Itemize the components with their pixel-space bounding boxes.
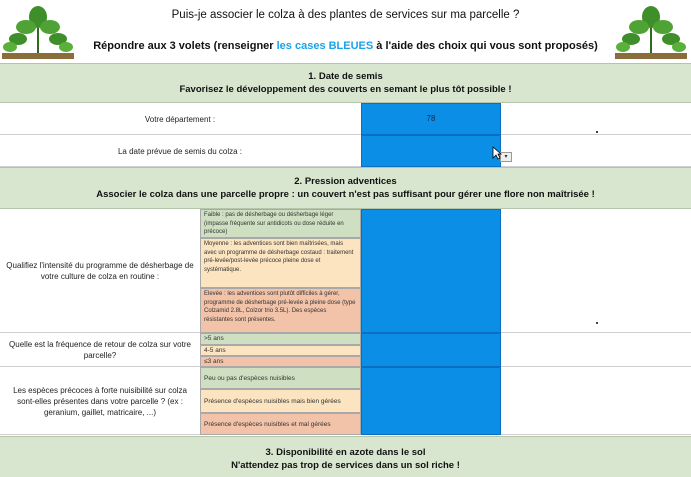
early-weeds-label: Les espèces précoces à forte nuisibilité sur colza sont-elles présentes dans votre parcelle ? (ex : geranium, gaillet, matricaire, ...) bbox=[13, 385, 187, 417]
section-1-title: 1. Date de semis bbox=[308, 71, 383, 82]
sowing-date-row bbox=[0, 135, 691, 167]
weeds-option-1: Peu ou pas d'espèces nuisibles bbox=[200, 367, 361, 389]
section-2-title: 2. Pression adventices bbox=[294, 176, 397, 187]
section-2-subtitle: Associer le colza dans une parcelle propre : un couvert n'est pas suffisant pour gérer une flore non maîtrisée ! bbox=[96, 189, 595, 200]
department-input[interactable]: 78 bbox=[361, 103, 501, 135]
plant-logo-icon bbox=[615, 3, 687, 59]
plant-logo-icon bbox=[2, 3, 74, 59]
section-3-subtitle: N'attendez pas trop de services dans un sol riche ! bbox=[231, 460, 460, 471]
section-3-title: 3. Disponibilité en azote dans le sol bbox=[265, 447, 426, 458]
dropdown-arrow-icon[interactable]: ▾ bbox=[500, 152, 512, 162]
cell-mark bbox=[596, 322, 598, 324]
weeding-option-low: Faible : pas de désherbage ou désherbage léger (impasse fréquente sur antidicots ou dose réduite en précoce) bbox=[200, 209, 361, 238]
department-row bbox=[0, 103, 691, 135]
rotation-option-1: >5 ans bbox=[200, 333, 361, 345]
sowing-date-label: La date prévue de semis du colza : bbox=[117, 146, 243, 156]
instructions: Répondre aux 3 volets (renseigner les cases BLEUES à l'aide des choix qui vous sont proposés) bbox=[93, 40, 598, 52]
weeding-intensity-label: Qualifiez l'intensité du programme de désherbage de votre culture de colza en routine : bbox=[6, 261, 194, 281]
section-1-subtitle: Favorisez le développement des couverts en semant le plus tôt possible ! bbox=[179, 84, 512, 95]
page-title: Puis-je associer le colza à des plantes de services sur ma parcelle ? bbox=[171, 9, 520, 21]
rotation-option-3: ≤3 ans bbox=[200, 356, 361, 367]
weeding-option-high: Elevée : les adventices sont plutôt difficiles à gérer, programme de désherbage pré-levée à pleine dose (type Colzamid 2.8L, Colzor trio 3.5L). Des espèces résistantes sont présentes. bbox=[200, 288, 361, 333]
cell-mark bbox=[596, 131, 598, 133]
section-2-header bbox=[0, 167, 691, 209]
early-weeds-input[interactable] bbox=[361, 367, 501, 435]
rotation-frequency-input[interactable] bbox=[361, 333, 501, 367]
instructions-highlight: les cases BLEUES bbox=[276, 40, 374, 52]
mouse-cursor-icon bbox=[492, 146, 502, 160]
sowing-date-select[interactable] bbox=[361, 135, 501, 167]
weeds-option-2: Présence d'espèces nuisibles mais bien gérées bbox=[200, 389, 361, 413]
weeding-intensity-input[interactable] bbox=[361, 209, 501, 333]
section-1-header bbox=[0, 63, 691, 103]
weeding-option-medium: Moyenne : les adventices sont bien maîtrisées, mais avec un programme de désherbage costaud : traitement pré-levée/post-levée précoce pleine dose et systématique. bbox=[200, 238, 361, 288]
section-3-header bbox=[0, 436, 691, 477]
department-label: Votre département : bbox=[144, 114, 216, 124]
weeds-option-3: Présence d'espèces nuisibles et mal gérées bbox=[200, 413, 361, 435]
rotation-frequency-label: Quelle est la fréquence de retour de colza sur votre parcelle? bbox=[9, 340, 191, 360]
rotation-option-2: 4-5 ans bbox=[200, 345, 361, 356]
sheet-header bbox=[0, 0, 691, 62]
